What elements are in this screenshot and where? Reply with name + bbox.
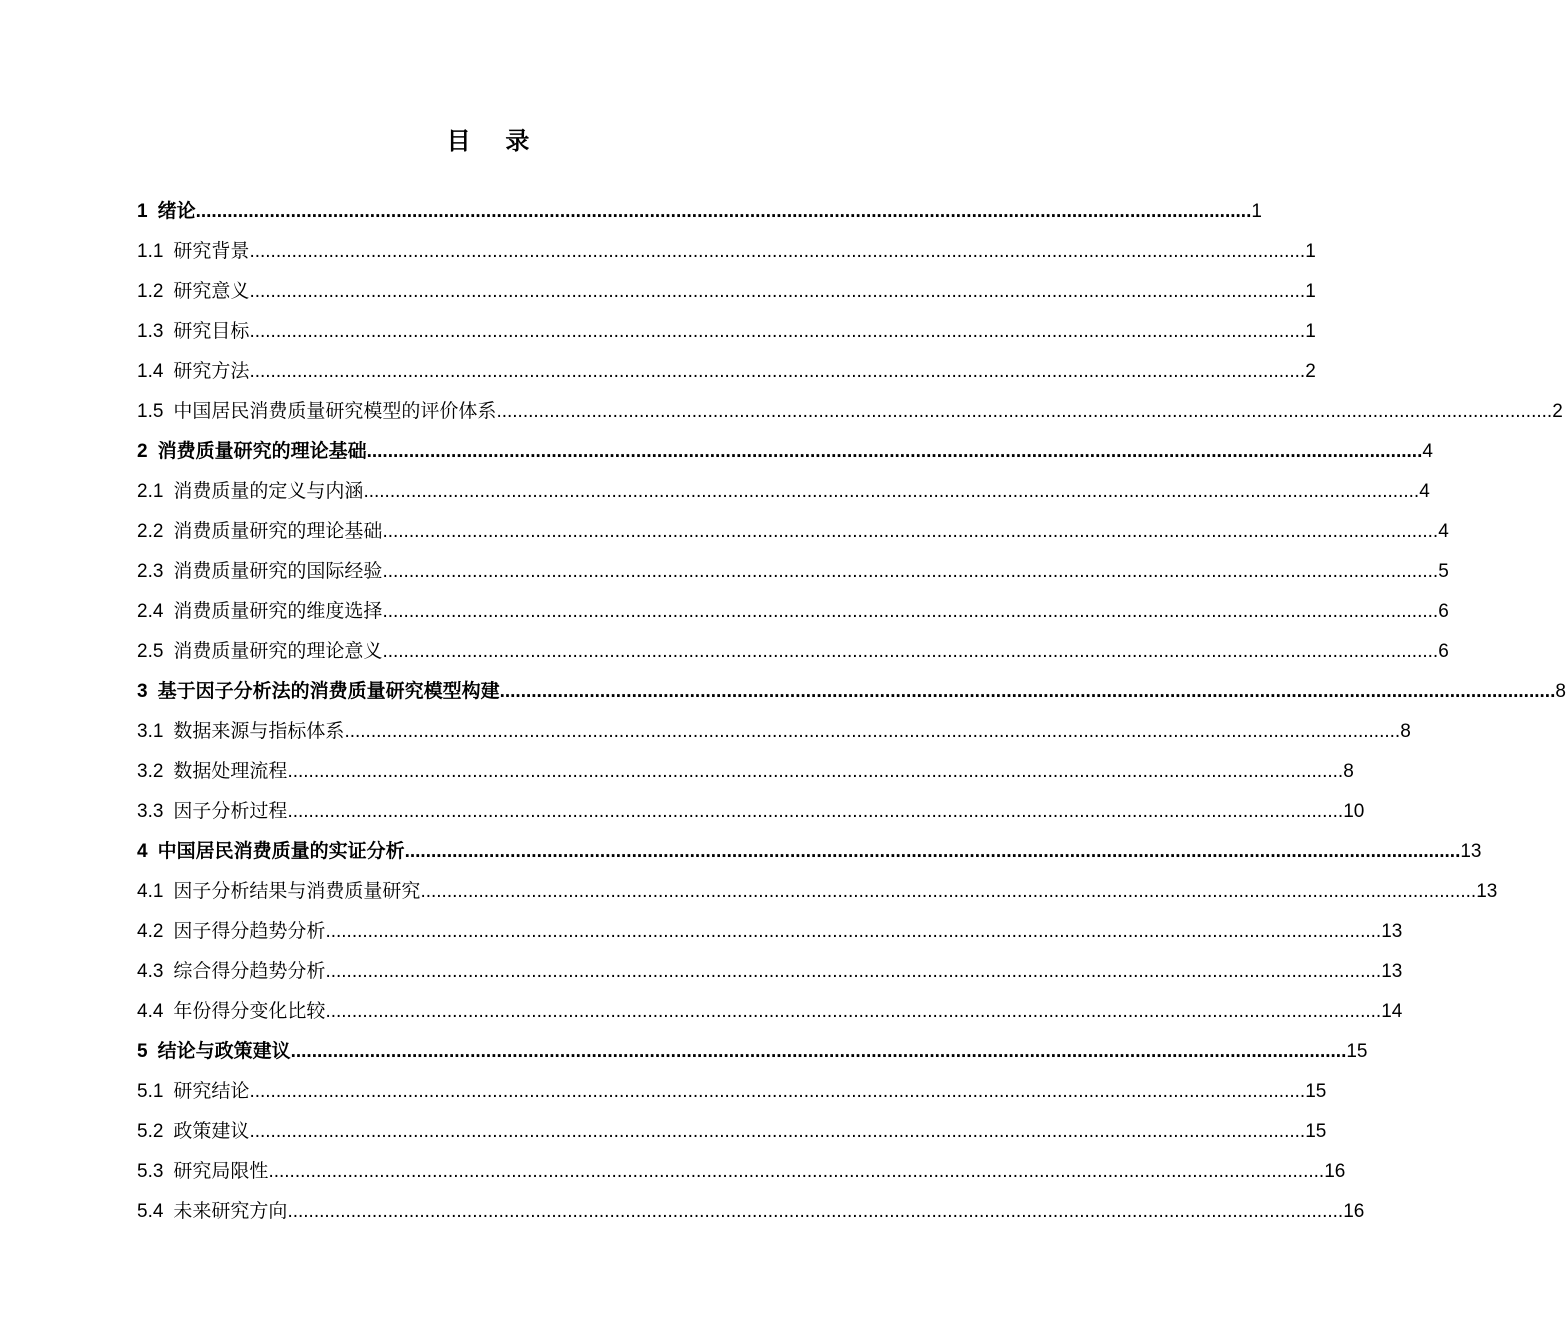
toc-entry-number: 1 bbox=[137, 201, 148, 222]
toc-entry-page: 6 bbox=[1438, 601, 1449, 622]
toc-entry-label: 消费质量研究的维度选择 bbox=[173, 601, 383, 622]
toc-dot-leader: ........................................................................................................................................................................................................ bbox=[249, 1121, 1306, 1142]
toc-entry-page: 4 bbox=[1422, 441, 1433, 462]
toc-entry-number: 2.3 bbox=[137, 561, 164, 582]
toc-entry-page: 1 bbox=[1305, 321, 1316, 342]
toc-dot-leader: ........................................................................................................................................................................................................ bbox=[249, 321, 1306, 342]
toc-entry-page: 16 bbox=[1343, 1201, 1365, 1222]
toc-entry[interactable] bbox=[137, 232, 1316, 272]
toc-entry-number: 4.1 bbox=[137, 881, 164, 902]
toc-dot-leader: ........................................................................................................................................................................................................ bbox=[325, 1001, 1382, 1022]
toc-entry-label: 研究意义 bbox=[173, 281, 250, 302]
toc-entry-number: 1.1 bbox=[137, 241, 164, 262]
toc-entry-number: 5.3 bbox=[137, 1161, 164, 1182]
toc-entry-label: 因子得分趋势分析 bbox=[173, 921, 326, 942]
toc-dot-leader: ........................................................................................................................................................................................................ bbox=[366, 441, 1423, 462]
toc-entry-label: 中国居民消费质量的实证分析 bbox=[157, 841, 405, 862]
toc-entry[interactable] bbox=[137, 1152, 1346, 1192]
toc-entry[interactable] bbox=[137, 872, 1498, 912]
toc-entry-number: 1.5 bbox=[137, 401, 164, 422]
toc-dot-leader: ........................................................................................................................................................................................................ bbox=[249, 241, 1306, 262]
toc-dot-leader: ........................................................................................................................................................................................................ bbox=[496, 401, 1553, 422]
toc-entry-number: 4.3 bbox=[137, 961, 164, 982]
toc-dot-leader: ........................................................................................................................................................................................................ bbox=[325, 921, 1382, 942]
toc-dot-leader: ........................................................................................................................................................................................................ bbox=[287, 801, 1344, 822]
toc-entry-label: 年份得分变化比较 bbox=[173, 1001, 326, 1022]
toc-entry[interactable] bbox=[137, 632, 1449, 672]
toc-entry-number: 5.4 bbox=[137, 1201, 164, 1222]
toc-entry-label: 消费质量研究的理论基础 bbox=[157, 441, 367, 462]
toc-dot-leader: ........................................................................................................................................................................................................ bbox=[268, 1161, 1325, 1182]
toc-entry-label: 绪论 bbox=[157, 201, 196, 222]
toc-entry-label: 结论与政策建议 bbox=[157, 1041, 291, 1062]
toc-dot-leader: ........................................................................................................................................................................................................ bbox=[404, 841, 1461, 862]
toc-entry-page: 15 bbox=[1305, 1121, 1327, 1142]
toc-entry-label: 数据来源与指标体系 bbox=[173, 721, 345, 742]
toc-entry-page: 1 bbox=[1251, 201, 1262, 222]
toc-entry[interactable] bbox=[137, 1192, 1365, 1232]
toc-entry-number: 4 bbox=[137, 841, 148, 862]
toc-entry-page: 6 bbox=[1438, 641, 1449, 662]
toc-entry-page: 13 bbox=[1381, 921, 1403, 942]
toc-entry-number: 5.2 bbox=[137, 1121, 164, 1142]
toc-entry-number: 1.4 bbox=[137, 361, 164, 382]
toc-dot-leader: ........................................................................................................................................................................................................ bbox=[287, 1201, 1344, 1222]
toc-entry-page: 8 bbox=[1343, 761, 1354, 782]
toc-dot-leader: ........................................................................................................................................................................................................ bbox=[344, 721, 1401, 742]
toc-entry-number: 3.3 bbox=[137, 801, 164, 822]
toc-entry-number: 5.1 bbox=[137, 1081, 164, 1102]
toc-dot-leader: ........................................................................................................................................................................................................ bbox=[325, 961, 1382, 982]
toc-entry[interactable] bbox=[137, 952, 1403, 992]
toc-entry-page: 5 bbox=[1438, 561, 1449, 582]
toc-entry-page: 15 bbox=[1305, 1081, 1327, 1102]
toc-dot-leader: ........................................................................................................................................................................................................ bbox=[382, 561, 1439, 582]
toc-entry-number: 2.1 bbox=[137, 481, 164, 502]
toc-entry-page: 10 bbox=[1343, 801, 1365, 822]
toc-entry[interactable] bbox=[137, 1032, 1368, 1072]
toc-entry[interactable] bbox=[137, 672, 1566, 712]
toc-entry-label: 中国居民消费质量研究模型的评价体系 bbox=[173, 401, 497, 422]
toc-entry-label: 研究结论 bbox=[173, 1081, 250, 1102]
toc-entry-number: 5 bbox=[137, 1041, 148, 1062]
toc-entry-page: 15 bbox=[1346, 1041, 1368, 1062]
toc-entry-label: 研究背景 bbox=[173, 241, 250, 262]
page-title: 目 录 bbox=[446, 128, 544, 155]
toc-dot-leader: ........................................................................................................................................................................................................ bbox=[287, 761, 1344, 782]
toc-entry-label: 因子分析结果与消费质量研究 bbox=[173, 881, 421, 902]
toc-dot-leader: ........................................................................................................................................................................................................ bbox=[382, 601, 1439, 622]
toc-entry[interactable] bbox=[137, 312, 1316, 352]
toc-entry-page: 4 bbox=[1419, 481, 1430, 502]
toc-dot-leader: ........................................................................................................................................................................................................ bbox=[499, 681, 1556, 702]
toc-entry[interactable] bbox=[137, 792, 1365, 832]
toc-entry-label: 研究目标 bbox=[173, 321, 250, 342]
toc-entry-page: 13 bbox=[1476, 881, 1498, 902]
toc-entry-number: 2.5 bbox=[137, 641, 164, 662]
toc-entry-number: 4.4 bbox=[137, 1001, 164, 1022]
toc-entry[interactable] bbox=[137, 392, 1563, 432]
toc-entry-number: 2 bbox=[137, 441, 148, 462]
toc-entry-number: 3.2 bbox=[137, 761, 164, 782]
toc-entry[interactable] bbox=[137, 272, 1316, 312]
toc-entry-page: 8 bbox=[1555, 681, 1566, 702]
toc-dot-leader: ........................................................................................................................................................................................................ bbox=[382, 521, 1439, 542]
toc-entry[interactable] bbox=[137, 192, 1262, 232]
toc-entry-page: 13 bbox=[1381, 961, 1403, 982]
toc-entry-page: 13 bbox=[1460, 841, 1482, 862]
toc-entry-label: 消费质量研究的理论基础 bbox=[173, 521, 383, 542]
toc-entry[interactable] bbox=[137, 1072, 1327, 1112]
toc-entry[interactable] bbox=[137, 1112, 1327, 1152]
toc-entry-page: 2 bbox=[1305, 361, 1316, 382]
toc-entry[interactable] bbox=[137, 992, 1403, 1032]
toc-entry[interactable] bbox=[137, 512, 1449, 552]
toc-entry-number: 4.2 bbox=[137, 921, 164, 942]
toc-dot-leader: ........................................................................................................................................................................................................ bbox=[290, 1041, 1347, 1062]
toc-entry-page: 14 bbox=[1381, 1001, 1403, 1022]
toc-entry[interactable] bbox=[137, 752, 1354, 792]
toc-entry-label: 消费质量的定义与内涵 bbox=[173, 481, 364, 502]
toc-entry-number: 3 bbox=[137, 681, 148, 702]
toc-dot-leader: ........................................................................................................................................................................................................ bbox=[420, 881, 1477, 902]
toc-dot-leader: ........................................................................................................................................................................................................ bbox=[249, 361, 1306, 382]
toc-entry-label: 研究局限性 bbox=[173, 1161, 269, 1182]
toc-entry[interactable] bbox=[137, 432, 1433, 472]
toc-entry-label: 政策建议 bbox=[173, 1121, 250, 1142]
toc-entry-number: 1.2 bbox=[137, 281, 164, 302]
toc-entry-page: 4 bbox=[1438, 521, 1449, 542]
toc-entry-label: 综合得分趋势分析 bbox=[173, 961, 326, 982]
toc-dot-leader: ........................................................................................................................................................................................................ bbox=[382, 641, 1439, 662]
toc-dot-leader: ........................................................................................................................................................................................................ bbox=[363, 481, 1420, 502]
toc-entry-number: 2.2 bbox=[137, 521, 164, 542]
toc-entry[interactable] bbox=[137, 712, 1411, 752]
toc-dot-leader: ........................................................................................................................................................................................................ bbox=[195, 201, 1252, 222]
toc-entry[interactable] bbox=[137, 832, 1482, 872]
toc-dot-leader: ........................................................................................................................................................................................................ bbox=[249, 1081, 1306, 1102]
toc-entry-label: 研究方法 bbox=[173, 361, 250, 382]
table-of-contents bbox=[137, 192, 1566, 1232]
toc-entry-label: 消费质量研究的理论意义 bbox=[173, 641, 383, 662]
toc-entry-page: 1 bbox=[1305, 241, 1316, 262]
toc-entry[interactable] bbox=[137, 472, 1430, 512]
toc-entry-label: 消费质量研究的国际经验 bbox=[173, 561, 383, 582]
toc-entry-label: 基于因子分析法的消费质量研究模型构建 bbox=[157, 681, 500, 702]
toc-entry[interactable] bbox=[137, 552, 1449, 592]
toc-entry-page: 16 bbox=[1324, 1161, 1346, 1182]
toc-entry-page: 1 bbox=[1305, 281, 1316, 302]
toc-dot-leader: ........................................................................................................................................................................................................ bbox=[249, 281, 1306, 302]
toc-entry-label: 因子分析过程 bbox=[173, 801, 288, 822]
toc-entry-page: 2 bbox=[1552, 401, 1563, 422]
toc-entry[interactable] bbox=[137, 352, 1316, 392]
toc-entry-label: 数据处理流程 bbox=[173, 761, 288, 782]
toc-entry[interactable] bbox=[137, 592, 1449, 632]
toc-entry-number: 2.4 bbox=[137, 601, 164, 622]
toc-entry-number: 3.1 bbox=[137, 721, 164, 742]
toc-entry-number: 1.3 bbox=[137, 321, 164, 342]
toc-entry[interactable] bbox=[137, 912, 1403, 952]
toc-entry-label: 未来研究方向 bbox=[173, 1201, 288, 1222]
toc-entry-page: 8 bbox=[1400, 721, 1411, 742]
